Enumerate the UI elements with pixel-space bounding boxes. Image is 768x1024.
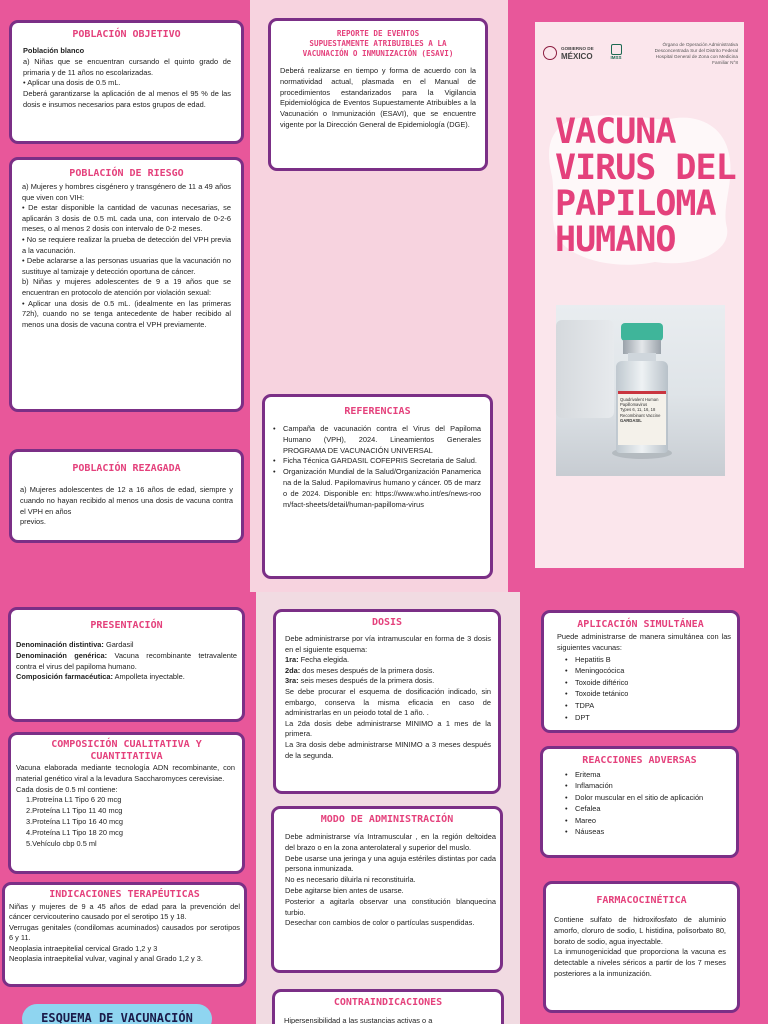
presentacion-row xyxy=(16,672,237,683)
composicion-title xyxy=(11,739,242,763)
poblacion-objetivo-subtitle: Población blanco xyxy=(23,46,85,55)
composicion-card xyxy=(8,732,245,874)
presentacion-row xyxy=(16,640,237,651)
presentacion-value: Gardasil xyxy=(105,640,134,649)
referencias-list xyxy=(265,418,490,510)
organization-line: Desconcentrada Sur del Distrito Federal xyxy=(654,48,738,53)
dosis-intro: Debe administrarse por vía intramuscular en forma de 3 dosis en el siguiente esquema: xyxy=(285,634,491,654)
presentacion-title: PRESENTACIÓN xyxy=(90,620,163,631)
aplicacion-item: • Hepatitis B xyxy=(557,654,731,666)
dosis-body xyxy=(276,629,498,761)
reporte-esavi-title xyxy=(271,29,485,59)
indicaciones-line: Niñas y mujeres de 9 a 45 años de edad para la prevención del cáncer cervicouterino causado por el serotipo 15 y 18. xyxy=(9,902,240,922)
dosis-line: La 3ra dosis debe administrarse MINIMO a 3 meses después de la segunda. xyxy=(285,739,491,760)
cover-title-line: VIRUS DEL xyxy=(555,148,736,188)
cover-title xyxy=(555,114,736,258)
modo-line: Debe agitarse bien antes de usarse. xyxy=(285,885,404,895)
referencias-title: REFERENCIAS xyxy=(344,406,411,417)
poblacion-rezagada-text: a) Mujeres adolescentes de 12 a 16 años de edad, siempre y cuando no hayan recibido al menos una dosis de vacuna contra el VPH en años xyxy=(20,485,233,516)
poblacion-objetivo-card xyxy=(9,20,244,144)
poblacion-riesgo-line: • De estar disponible la cantidad de vacunas necesarias, se aplicarán 3 dosis de 0.5 mL cada una, con intervalo de 0-2-6 meses, o al menos 2 dosis con intervalo de 0-2 meses. xyxy=(22,203,231,234)
poblacion-objetivo-line: • Aplicar una dosis de 0.5 mL. xyxy=(23,78,121,88)
imss-logo xyxy=(607,44,625,64)
vial-label-line: Types 6, 11, 16, 18 xyxy=(620,407,656,413)
poblacion-rezagada-body xyxy=(12,475,241,528)
reacciones-title: REACCIONES ADVERSAS xyxy=(582,755,697,766)
composicion-item: 4.Proteína L1 Tipo 18 20 mcg xyxy=(26,827,123,837)
poblacion-riesgo-line: • Aplicar una dosis de 0.5 mL. (idealmente en las primeras 72h), cuando no se tenga antecedente de haber recibido al menos una dosis de vacuna contra el VPH previamente. xyxy=(22,298,231,329)
dosis-row xyxy=(285,676,491,687)
poblacion-rezagada-title: POBLACIÓN REZAGADA xyxy=(72,463,181,474)
dosis-row xyxy=(285,666,491,677)
dosis-row-label: 3ra: xyxy=(285,676,299,686)
presentacion-label: Denominación distintiva: xyxy=(16,640,104,649)
aplicacion-item: • TDPA xyxy=(557,700,731,712)
farmaco-line: Contiene sulfato de hidroxifosfato de aluminio amorfo, cloruro de sodio, L histidina, polisorbato 80, borato de sodio, agua inyectable. xyxy=(554,915,726,946)
gobierno-text-line2: MÉXICO xyxy=(561,52,593,61)
referencias-card xyxy=(262,394,493,579)
reporte-esavi-title-line: SUPUESTAMENTE ATRIBUIBLES A LA xyxy=(309,39,447,48)
vial-label xyxy=(618,391,666,445)
dosis-line: La 2da dosis debe administrarse MINIMO a 1 mes de la primera. xyxy=(285,718,491,739)
composicion-list xyxy=(16,795,235,849)
contraindicaciones-text: Hipersensibilidad a las sustancias activas o a xyxy=(284,1016,433,1024)
poblacion-rezagada-card xyxy=(9,449,244,543)
aplicacion-item: • Meningocócica xyxy=(557,665,731,677)
contraindicaciones-card xyxy=(272,989,504,1024)
reporte-esavi-title-line: VACUNACIÓN O INMUNIZACIÓN (ESAVI) xyxy=(302,49,454,58)
aplicacion-item: • DPT xyxy=(557,712,731,724)
reaccion-item: • Náuseas xyxy=(557,826,727,837)
aplicacion-card xyxy=(541,610,740,733)
dosis-row-value: dos meses después de la primera dosis. xyxy=(302,665,435,675)
referencia-item: • Campaña de vacunación contra el Virus del Papiloma Humano (VPH), 2024. Lineamientos Generales PROGRAMA DE VACUNACIÓN UNIVERSAL xyxy=(269,424,481,456)
poblacion-objetivo-line: Deberá garantizarse la aplicación de al menos el 95 % de las dosis e insumos necesarios para estos grupos de edad. xyxy=(23,89,231,109)
aplicacion-list xyxy=(557,654,731,724)
vial-cap xyxy=(621,323,663,341)
modo-card xyxy=(271,806,503,973)
vial-label-line: Quadrivalent Human xyxy=(620,397,659,402)
composicion-item: 2.Proteína L1 Tipo 11 40 mcg xyxy=(26,806,123,816)
dosis-row-value: Fecha elegida. xyxy=(300,655,350,665)
indicaciones-line: Neoplasia intraepitelial vulvar, vaginal y anal Grado 1,2 y 3. xyxy=(9,954,203,964)
composicion-item: 5.Vehículo cbp 0.5 ml xyxy=(26,838,97,848)
dosis-row xyxy=(285,655,491,666)
imss-eagle-icon xyxy=(611,44,622,55)
poblacion-riesgo-body xyxy=(12,180,241,330)
farmaco-body xyxy=(546,907,737,980)
vaccine-vial-photo xyxy=(556,305,725,476)
modo-line: Debe usarse una jeringa y una aguja estériles distintas por cada persona inmunizada. xyxy=(285,853,496,874)
farmaco-title: FARMACOCINÉTICA xyxy=(596,895,687,906)
modo-body xyxy=(274,826,500,929)
reaccion-item: • Inflamación xyxy=(557,780,727,791)
poblacion-riesgo-line: a) Mujeres y hombres cisgénero y transgénero de 11 a 49 años que viven con VIH: xyxy=(22,182,231,202)
organization-line: Hospital General de Zona con Medicina xyxy=(655,54,738,59)
composicion-intro: Vacuna elaborada mediante tecnología ADN recombinante, con material genético viral a la levadura Saccharomyces cerevisiae. xyxy=(16,763,235,783)
reaccion-item: • Dolor muscular en el sitio de aplicación xyxy=(557,792,727,803)
indicaciones-card xyxy=(2,882,247,987)
vial-background-blur xyxy=(556,320,614,418)
reacciones-list xyxy=(543,767,736,837)
contraindicaciones-title: CONTRAINDICACIONES xyxy=(333,997,443,1008)
presentacion-label: Composición farmacéutica: xyxy=(16,672,113,682)
aplicacion-intro: Puede administrarse de manera simultánea con las siguientes vacunas: xyxy=(557,632,731,652)
aplicacion-body xyxy=(544,631,737,723)
composicion-title-line: CUANTITATIVA xyxy=(90,751,163,762)
presentacion-value: Ampolleta inyectable. xyxy=(114,672,185,682)
presentacion-label: Denominación genérica: xyxy=(16,650,108,660)
eagle-seal-icon xyxy=(543,46,557,60)
reporte-esavi-text: Deberá realizarse en tiempo y forma de acuerdo con la normatividad actual, plasmada en el Manual de procedimientos estandarizados para la Vigilancia Epidemiológica de Eventos Supuestamente Atribuibles a la Vacunación o Inmunización (ESAVI), que se encuentre vigente por la Dirección General de Epidemiología (DGE). xyxy=(280,66,476,129)
presentacion-row xyxy=(16,651,237,673)
dosis-row-value: seis meses después de la primera dosis. xyxy=(300,676,435,686)
indicaciones-body xyxy=(5,901,244,964)
indicaciones-line: Neoplasia intraepitelial cervical Grado 1,2 y 3 xyxy=(9,943,158,953)
poblacion-objetivo-title: POBLACIÓN OBJETIVO xyxy=(72,29,181,40)
modo-title: MODO DE ADMINISTRACIÓN xyxy=(320,814,454,825)
dosis-card xyxy=(273,609,501,794)
indicaciones-title: INDICACIONES TERAPÉUTICAS xyxy=(49,889,200,900)
esquema-title: ESQUEMA DE VACUNACIÓN xyxy=(41,1011,193,1024)
vial-label-line: Papillomavirus xyxy=(620,402,648,408)
reporte-esavi-title-line: REPORTE DE EVENTOS xyxy=(336,29,420,38)
farmaco-line: La inmunogenicidad que proporciona la vacuna es detectable a niveles séricos a partir de los 7 meses posteriores a la inmunización. xyxy=(554,947,726,978)
indicaciones-line: Verrugas genitales (condilomas acuminados) causados por serotipos 6 y 11. xyxy=(9,922,240,943)
composicion-body xyxy=(11,763,242,849)
vial-label-line: Recombinant Vaccine xyxy=(620,412,661,418)
aplicacion-item: • Toxoide tetánico xyxy=(557,688,731,700)
imss-logo-text: IMSS xyxy=(610,55,622,60)
poblacion-riesgo-title: POBLACIÓN DE RIESGO xyxy=(69,168,184,179)
cover-title-line: VACUNA xyxy=(555,112,676,152)
poblacion-rezagada-text2: previos. xyxy=(20,517,46,527)
farmaco-card xyxy=(543,881,740,1013)
presentacion-card xyxy=(8,607,245,722)
vial-neck xyxy=(628,353,656,361)
presentacion-body xyxy=(11,632,242,683)
poblacion-riesgo-line: • No se requiere realizar la prueba de detección del VPH previa a la vacunación. xyxy=(22,234,231,255)
cover-title-line: HUMANO xyxy=(555,220,676,260)
dosis-line: Se debe procurar el esquema de dosificación indicado, sin embargo, conserva la misma eficacia en caso de administrarlas en un peiodo total de 1 año. . xyxy=(285,686,491,718)
gobierno-text-line1: GOBIERNO DE xyxy=(561,46,594,51)
presentacion-value: Vacuna recombinante tetravalente contra el virus del papiloma humano. xyxy=(16,650,237,671)
poblacion-riesgo-card xyxy=(9,157,244,412)
referencia-item: • Organización Mundial de la Salud/Organización Panamericana de la Salud. Papilomavirus humano y cáncer. 05 de marzo de 2024. Disponible en: https://www.who.int/es/news-room/fact-sheets/detail/human-papilloma-virus xyxy=(269,467,481,510)
reaccion-item: • Cefalea xyxy=(557,803,727,814)
reaccion-item: • Mareo xyxy=(557,815,727,826)
dosis-title: DOSIS xyxy=(371,617,403,628)
composicion-sub: Cada dosis de 0.5 ml contiene: xyxy=(16,784,118,794)
modo-line: No es necesario diluirla ni reconstituirla. xyxy=(285,875,416,885)
reaccion-item: • Eritema xyxy=(557,769,727,780)
modo-line: Desechar con cambios de color o partículas suspendidas. xyxy=(285,918,475,928)
vial-label-line: GARDASIL xyxy=(620,417,642,423)
composicion-item: 3.Proteína L1 Tipo 16 40 mcg xyxy=(26,816,123,826)
aplicacion-title: APLICACIÓN SIMULTÁNEA xyxy=(577,619,704,630)
composicion-item: 1.Protreína L1 Tipo 6 20 mcg xyxy=(26,795,122,805)
organization-line: Familiar N°8 xyxy=(712,60,738,65)
composicion-title-line: COMPOSICIÓN CUALITATIVA Y xyxy=(51,739,202,750)
gobierno-logo xyxy=(543,44,601,64)
poblacion-objetivo-body xyxy=(12,41,241,111)
modo-line: Debe administrarse vía Intramuscular , en la región deltoidea del brazo o en la zona anterolateral y superior del muslo. xyxy=(285,832,496,852)
dosis-row-label: 2da: xyxy=(285,665,301,675)
poblacion-riesgo-line: b) Niñas y mujeres adolescentes de 9 a 19 años que se encuentran en protocolo de atención por violación sexual: xyxy=(22,277,231,297)
aplicacion-item: • Toxoide diftérico xyxy=(557,677,731,689)
cover-title-line: PAPILOMA xyxy=(555,184,716,224)
referencia-item: • Ficha Técnica GARDASIL COFEPRIS Secretaria de Salud. xyxy=(269,456,481,467)
poblacion-objetivo-line: a) Niñas que se encuentran cursando el quinto grado de primaria y de 11 años no escolarizadas. xyxy=(23,56,231,77)
vial-crimp xyxy=(623,340,661,354)
dosis-row-label: 1ra: xyxy=(285,655,299,665)
modo-line: Posterior a agitarla observar una constitución blanquecina turbio. xyxy=(285,896,496,917)
reporte-esavi-card xyxy=(268,18,488,171)
organization-line: Órgano de Operación Administrativa xyxy=(662,42,738,47)
cover-panel xyxy=(535,22,744,568)
poblacion-riesgo-line: • Debe aclararse a las personas usuarias que la vacunación no sustituye al tamizaje y detección oportuna de cáncer. xyxy=(22,256,231,276)
organization-text xyxy=(626,42,738,66)
reacciones-card xyxy=(540,746,739,858)
